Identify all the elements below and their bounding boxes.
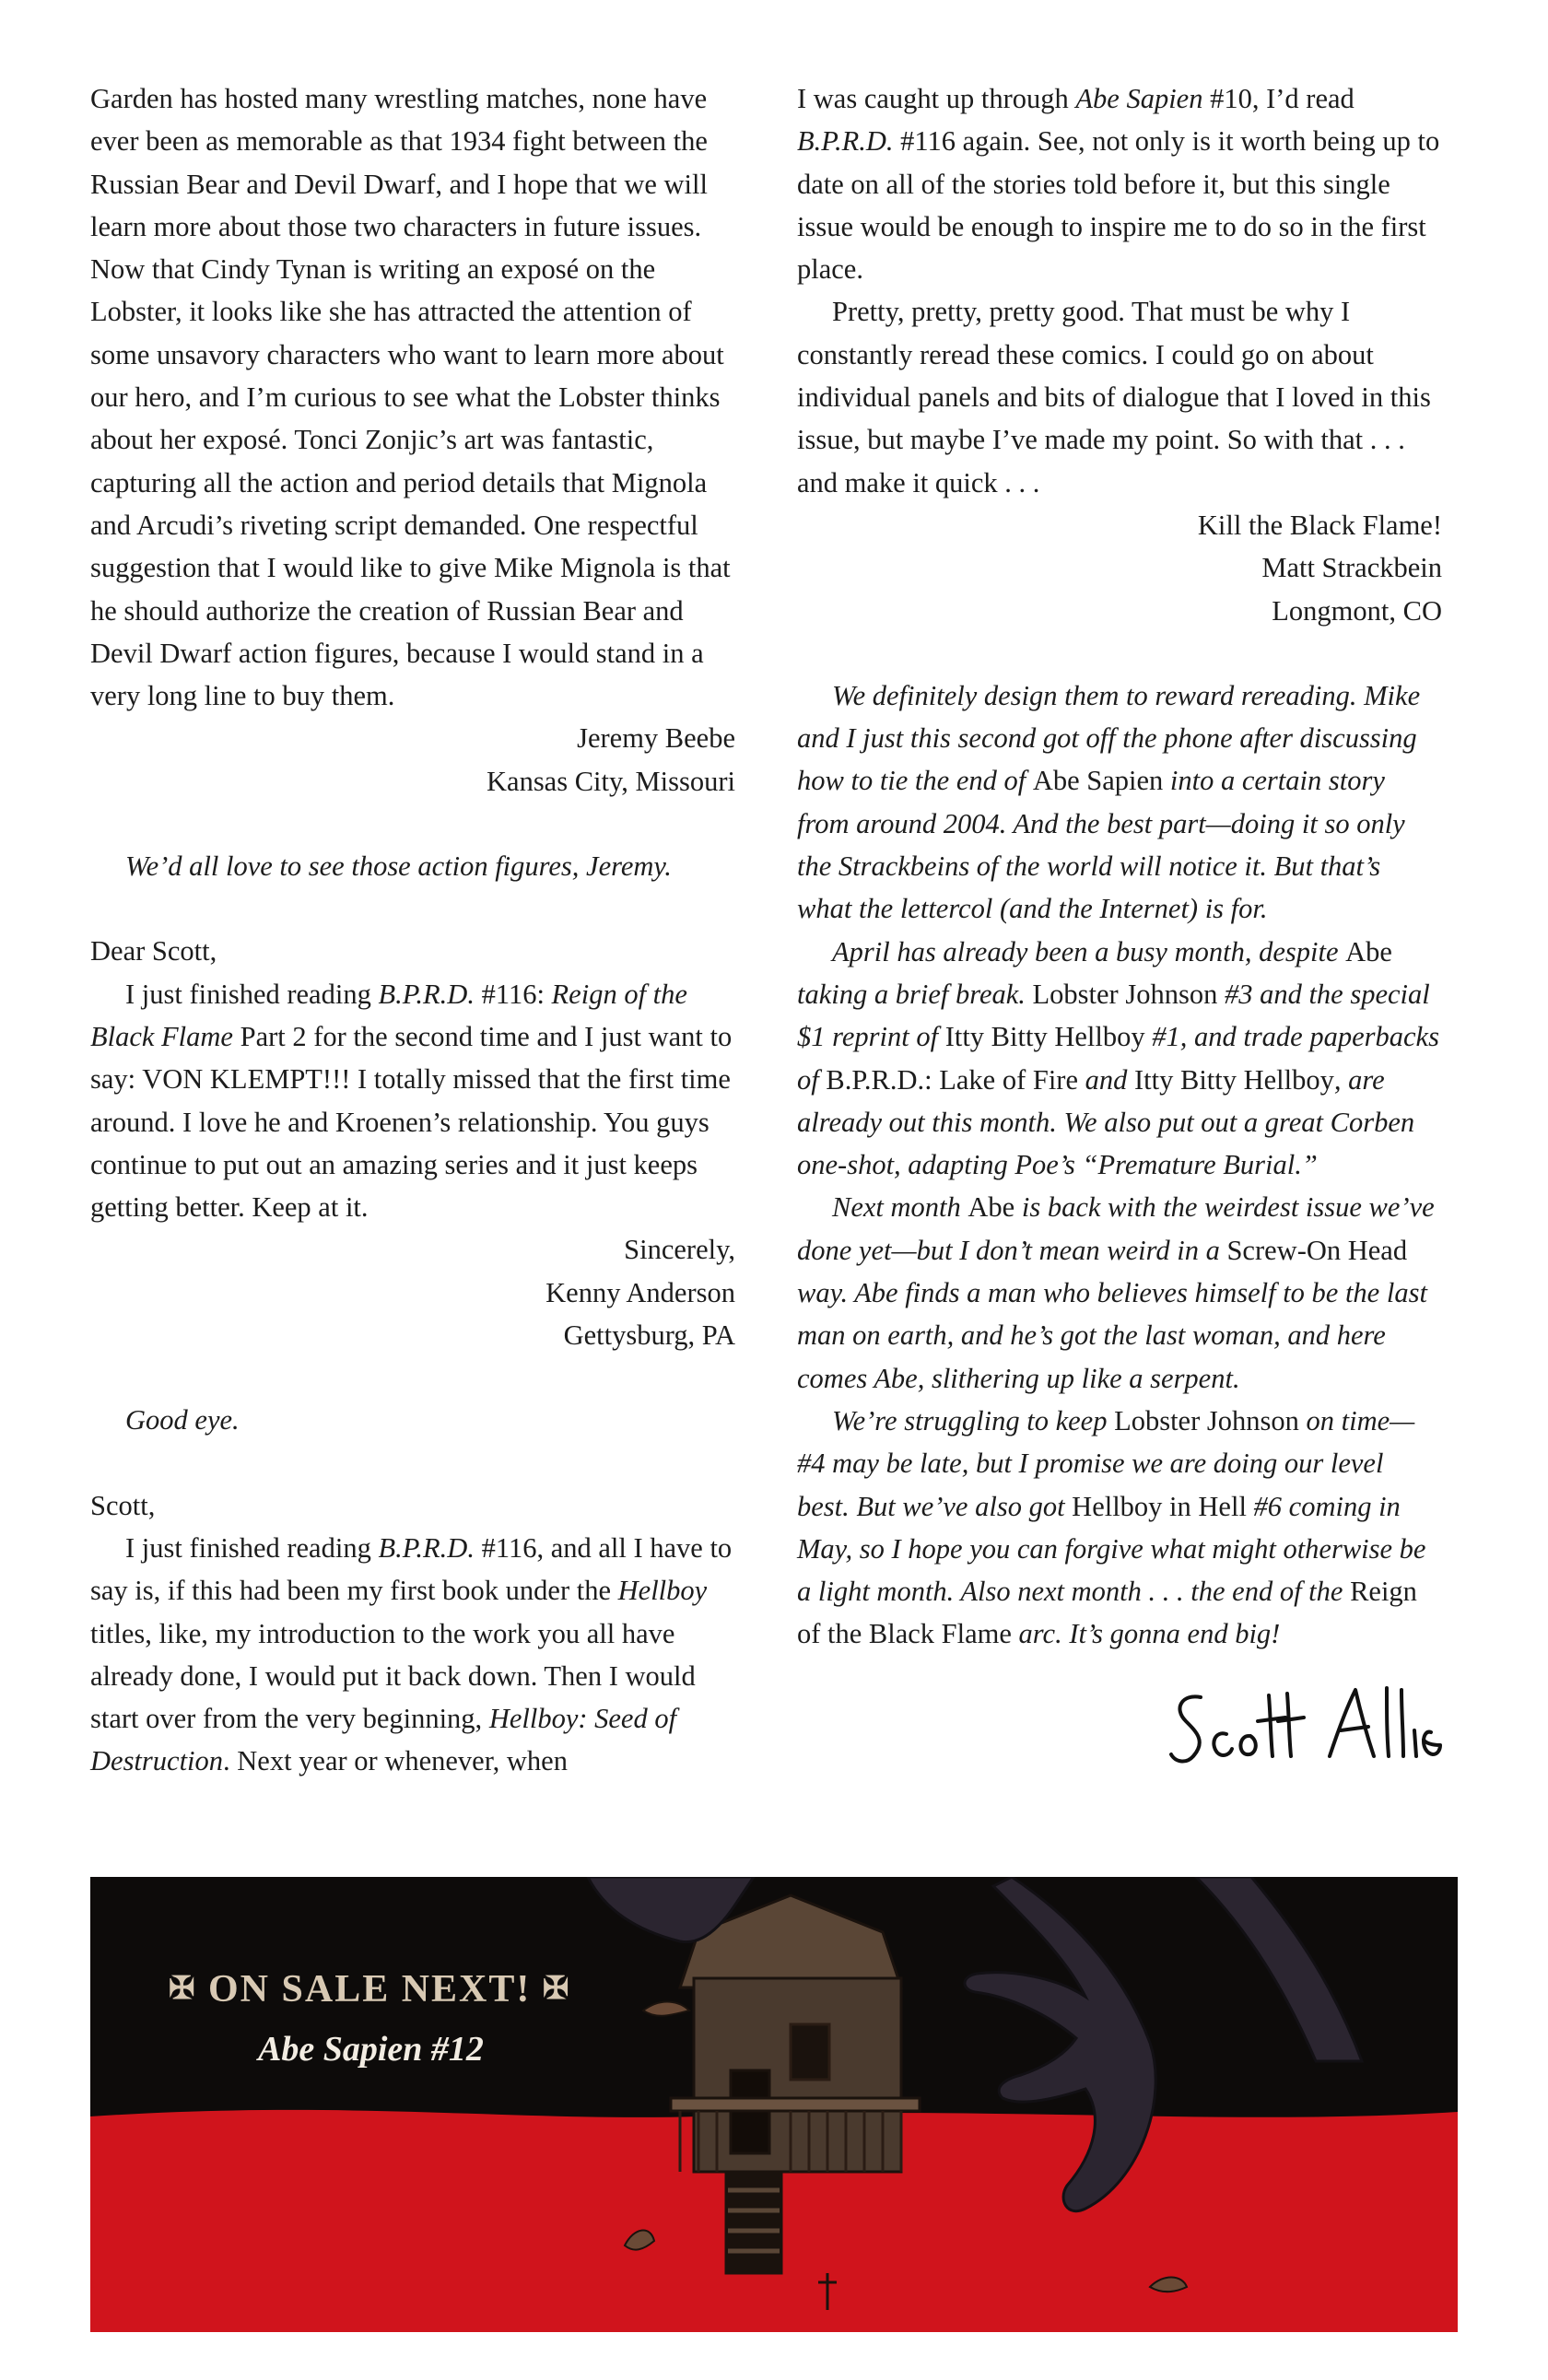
letter3-signer-location: Longmont, CO — [1272, 594, 1442, 627]
title-lobster: Lobster Johnson — [1114, 1404, 1299, 1436]
response-text: #6 coming in May, so I hope you can forgive what might otherwise be a light month. Also next month . . . the end of the — [797, 1490, 1426, 1608]
cross-icon: ✠ — [542, 1972, 571, 2006]
title-bprd: B.P.R.D. — [797, 125, 894, 158]
response-text: taking a brief break. — [797, 978, 1033, 1010]
letter2-text: Part 2 for the second time and I just want to say: VON KLEMPT!!! I totally missed that the first time around. I love he and Kroenen’s relationship. You guys continue to put out an amazing series and it just keeps getting better. Keep at it. — [90, 1020, 733, 1224]
title-abe: Abe Sapien — [1075, 83, 1203, 114]
letter1-body: Garden has hosted many wrestling matches, none have ever been as memorable as that 1934 fight between the Russian Bear and Devil Dwarf, and I hope that we will learn more about those two characters in future issues. Now that Cindy Tynan is writing an exposé on the Lobster, it looks like she has attracted the attention of some unsavory characters who want to learn more about our hero, and I’m curious to see what the Lobster thinks about her exposé. Tonci Zonjic’s art was fantastic, capturing all the action and period details that Mignola and Arcudi’s riveting script demanded. One respectful suggestion that I would like to give Mike Mignola is that he should authorize the creation of Russian Bear and Devil Dwarf action figures, because I would stand in a very long line to buy them. — [90, 83, 731, 712]
response-text: way. Abe finds a man who believes himself to be the last man on earth, and he’s got the last woman, and here comes Abe, slithering up like a serpent. — [797, 1277, 1427, 1394]
left-column — [90, 77, 735, 1783]
response-text: Next month — [832, 1191, 968, 1224]
response-p3 — [797, 1186, 1442, 1399]
letter3-signer-name: Matt Strackbein — [1261, 552, 1442, 584]
letter3-body-part1 — [90, 1527, 735, 1783]
cross-icon: ✠ — [169, 1972, 197, 2006]
response-text: into a certain story from around 2004. And the best part—doing it so only the Strackbeins of the world will notice it. But that’s what the lettercol (and the Internet) is for. — [797, 765, 1405, 925]
banner-title — [169, 1967, 570, 2011]
letter2-body — [90, 973, 735, 1229]
response-text: arc. It’s gonna end big! — [1011, 1618, 1281, 1650]
response-p1 — [797, 674, 1442, 931]
title-itty-bitty: Itty Bitty Hellboy — [1134, 1063, 1334, 1096]
letter3-text: titles, like, my introduction to the work you all have already done, I would put it back down. Then I would start over from the very beginning, — [90, 1617, 696, 1735]
right-column — [797, 77, 1442, 1656]
letter2-signer-location: Gettysburg, PA — [563, 1319, 735, 1352]
title-abe: Abe — [968, 1191, 1015, 1224]
letter3-text: #116, and all I have to say is, if this had been my first book under the — [90, 1531, 733, 1607]
title-abe: Abe Sapien — [1032, 765, 1164, 797]
title-reign: Reign of the Black Flame — [797, 1576, 1417, 1650]
response-text: and — [1078, 1063, 1134, 1096]
title-bprd: B.P.R.D.: Lake of Fire — [826, 1063, 1078, 1096]
letter3-text: #10, I’d read — [1202, 83, 1354, 114]
letter1-signer-name: Jeremy Beebe — [577, 722, 735, 755]
letter2-salutation: Dear Scott, — [90, 935, 217, 967]
response-p4 — [797, 1400, 1442, 1656]
letter3-body-part3: Pretty, pretty, pretty good. That must be why I constantly reread these comics. I could go on about individual panels and bits of dialogue that I loved in this issue, but maybe I’ve made my point. So with that . . . and make it quick . . . — [797, 296, 1431, 498]
response-text: is back with the weirdest issue we’ve done yet—but I don’t mean weird in a — [797, 1191, 1435, 1266]
letter2-signer-name: Kenny Anderson — [545, 1276, 735, 1308]
response-text: #3 and the special $1 reprint of — [797, 978, 1430, 1053]
title-hellboy-in-hell: Hellboy in Hell — [1072, 1490, 1247, 1522]
response-text: on time—#4 may be late, but I promise we are doing our level best. But we’ve also got — [797, 1404, 1415, 1522]
letter3-text: I was caught up through — [797, 83, 1076, 114]
banner-title-text: ON SALE NEXT! — [208, 1968, 532, 2011]
letter1-reply: We’d all love to see those action figures, Jeremy. — [125, 850, 672, 883]
title-hellboy: Hellboy — [617, 1575, 708, 1607]
response-text: April has already been a busy month, despite — [832, 935, 1346, 967]
response-p2 — [797, 931, 1442, 1187]
response-text: We definitely design them to reward rereading. Mike and I just this second got off the phone after discussing how to tie the end of — [797, 679, 1421, 797]
letter2-reply: Good eye. — [125, 1404, 240, 1436]
letter2-text: I just finished reading — [125, 978, 371, 1010]
title-seed: Hellboy: Seed of Destruction — [90, 1703, 677, 1777]
banner-subtitle: Abe Sapien #12 — [258, 2030, 484, 2069]
letter3-text: #116 again. See, not only is it worth being up to date on all of the stories told before it, but this single issue would be enough to inspire me to do so in the first place. — [797, 125, 1440, 286]
title-bprd: B.P.R.D. — [378, 978, 475, 1010]
letter2-signoff: Sincerely, — [624, 1234, 735, 1266]
letter3-text: . Next year or whenever, when — [223, 1745, 568, 1777]
letter3-text: I just finished reading — [125, 1531, 379, 1564]
letter3-body-part2 — [797, 77, 1442, 290]
on-sale-next-banner — [90, 1877, 1458, 2332]
response-text: , are already out this month. We also put out a great Corben one-shot, adapting Poe’s “Premature Burial.” — [797, 1063, 1415, 1181]
letter2-text: #116: — [474, 978, 552, 1010]
title-lobster: Lobster Johnson — [1032, 978, 1218, 1010]
title-abe: Abe — [1345, 935, 1392, 967]
title-bprd: B.P.R.D. — [378, 1531, 475, 1564]
response-text: We’re struggling to keep — [832, 1404, 1115, 1436]
banner-illustration — [90, 1877, 1458, 2332]
letter3-salutation: Scott, — [90, 1489, 156, 1521]
title-screw-on-head: Screw-On Head — [1226, 1234, 1408, 1266]
title-itty-bitty: Itty Bitty Hellboy — [944, 1021, 1145, 1053]
letter1-signer-location: Kansas City, Missouri — [487, 765, 735, 797]
editor-signature — [1166, 1677, 1442, 1778]
letter3-signoff: Kill the Black Flame! — [1197, 509, 1442, 541]
response-text: #1, and trade paperbacks of — [797, 1021, 1439, 1096]
title-reign: Reign of the Black Flame — [90, 978, 687, 1052]
